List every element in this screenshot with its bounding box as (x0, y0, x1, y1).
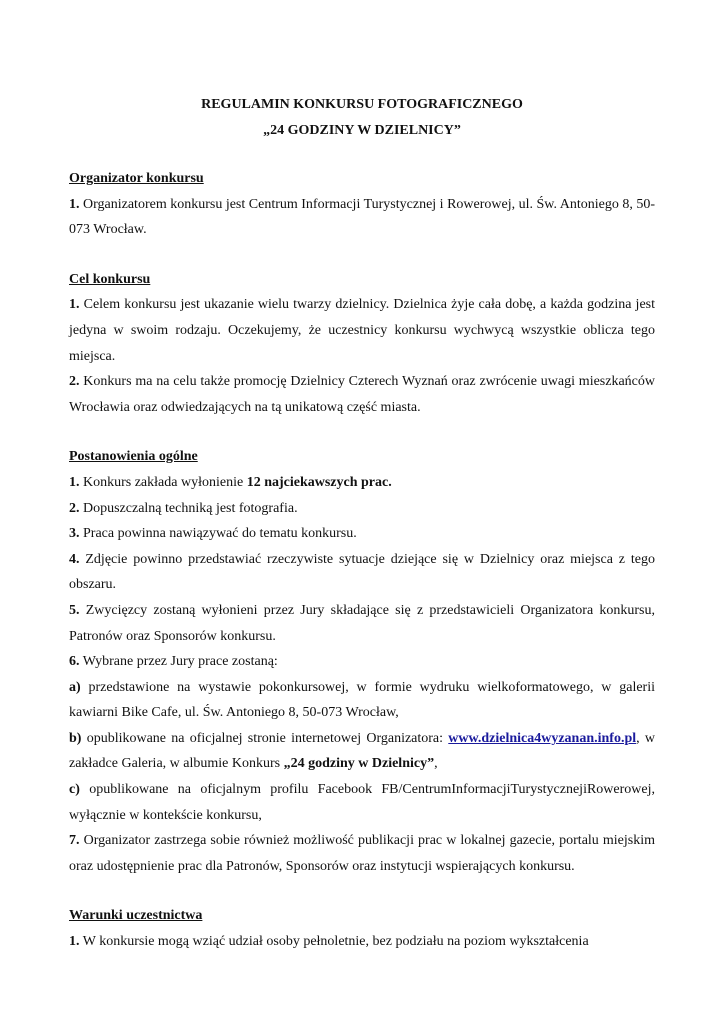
paragraph (69, 521, 655, 547)
paragraph-text: Organizator zastrzega sobie również możliwość publikacji prac w lokalnej gazecie, portalu miejskim oraz udostępnienie prac dla Patronów, Sponsorów oraz instytucji wspierających konkursu. (69, 833, 655, 874)
title-line-2: „24 GODZINY W DZIELNICY” (263, 123, 461, 138)
document-title (0, 92, 724, 144)
paragraph-text: opublikowane na oficjalnej stronie internetowej Organizatora: (81, 730, 449, 746)
paragraph (69, 726, 655, 777)
paragraph (69, 470, 655, 496)
paragraph-text: , w zakładce Galeria, w albumie Konkurs (69, 730, 655, 772)
section-heading-general: Postanowienia ogólne (69, 449, 198, 465)
paragraph (69, 547, 655, 598)
item-number: 1. (69, 474, 80, 490)
spacer (69, 243, 655, 267)
item-letter: a) (69, 679, 81, 695)
paragraph-text: Celem konkursu jest ukazanie wielu twarzy dzielnicy. Dzielnica żyje cała dobę, a każda godzina jest jedyna w swoim rodzaju. Oczekujemy, że uczestnicy konkursu wychwycą wszystkie oblicza tego miejsca. (69, 297, 655, 364)
item-number: 1. (69, 297, 80, 313)
paragraph (69, 929, 655, 955)
paragraph (69, 192, 655, 243)
paragraph-text: Zwycięzcy zostaną wyłonieni przez Jury składające się z przedstawicieli Organizatora konkursu, Patronów oraz Sponsorów konkursu. (69, 602, 655, 644)
paragraph (69, 675, 655, 726)
paragraph (69, 649, 655, 675)
item-letter: b) (69, 730, 82, 746)
paragraph (69, 598, 655, 649)
paragraph-text: W konkursie mogą wziąć udział osoby pełnoletnie, bez podziału na poziom wykształcenia (79, 934, 589, 950)
paragraph-text: , (434, 756, 438, 772)
paragraph-text: przedstawione na wystawie pokonkursowej, w formie wydruku wielkoformatowego, w galerii kawiarni Bike Cafe, ul. Św. Antoniego 8, 50-073 Wrocław, (69, 679, 655, 721)
item-number: 6. (69, 654, 80, 670)
spacer (69, 879, 655, 903)
paragraph (69, 496, 655, 522)
item-number: 7. (69, 833, 80, 849)
item-number: 5. (69, 602, 80, 618)
item-number: 1. (69, 196, 80, 212)
paragraph-bold-text: „24 godziny w Dzielnicy” (283, 756, 435, 772)
paragraph-text: Praca powinna nawiązywać do tematu konkursu. (79, 526, 357, 542)
section-heading-organizer: Organizator konkursu (69, 171, 204, 186)
paragraph-text: Zdjęcie powinno przedstawiać rzeczywiste sytuacje dziejące się w Dzielnicy oraz miejsca z tego obszaru. (69, 551, 655, 593)
paragraph-bold-text: 12 najciekawszych prac. (246, 474, 392, 490)
spacer (69, 420, 655, 444)
paragraph-text: opublikowane na oficjalnym profilu Facebook FB/CentrumInformacjiTurystycznejiRowerowej, wyłącznie w kontekście konkursu, (69, 782, 655, 823)
item-number: 2. (69, 374, 80, 390)
paragraph (69, 828, 655, 879)
paragraph-text: Konkurs ma na celu także promocję Dzielnicy Czterech Wyznań oraz zwrócenie uwagi mieszkańców Wrocławia oraz odwiedzających na tą unikatową część miasta. (69, 374, 655, 415)
document-body (69, 166, 655, 955)
section-heading-goal: Cel konkursu (69, 271, 151, 287)
section-heading-participation: Warunki uczestnictwa (69, 908, 203, 924)
paragraph-text: Organizatorem konkursu jest Centrum Informacji Turystycznej i Rowerowej, ul. Św. Antoniego 8, 50-073 Wrocław. (69, 196, 655, 238)
item-number: 4. (69, 551, 80, 567)
item-number: 2. (69, 500, 80, 516)
paragraph (69, 777, 655, 828)
item-number: 1. (69, 934, 80, 950)
title-line-1: REGULAMIN KONKURSU FOTOGRAFICZNEGO (201, 97, 523, 112)
paragraph (69, 369, 655, 420)
item-letter: c) (69, 782, 80, 798)
paragraph-text: Konkurs zakłada wyłonienie (79, 474, 247, 490)
paragraph-text: Wybrane przez Jury prace zostaną: (79, 654, 278, 670)
paragraph-text: Dopuszczalną techniką jest fotografia. (79, 500, 298, 516)
paragraph (69, 292, 655, 369)
item-number: 3. (69, 526, 80, 542)
website-link[interactable]: www.dzielnica4wyzanan.info.pl (448, 730, 637, 746)
